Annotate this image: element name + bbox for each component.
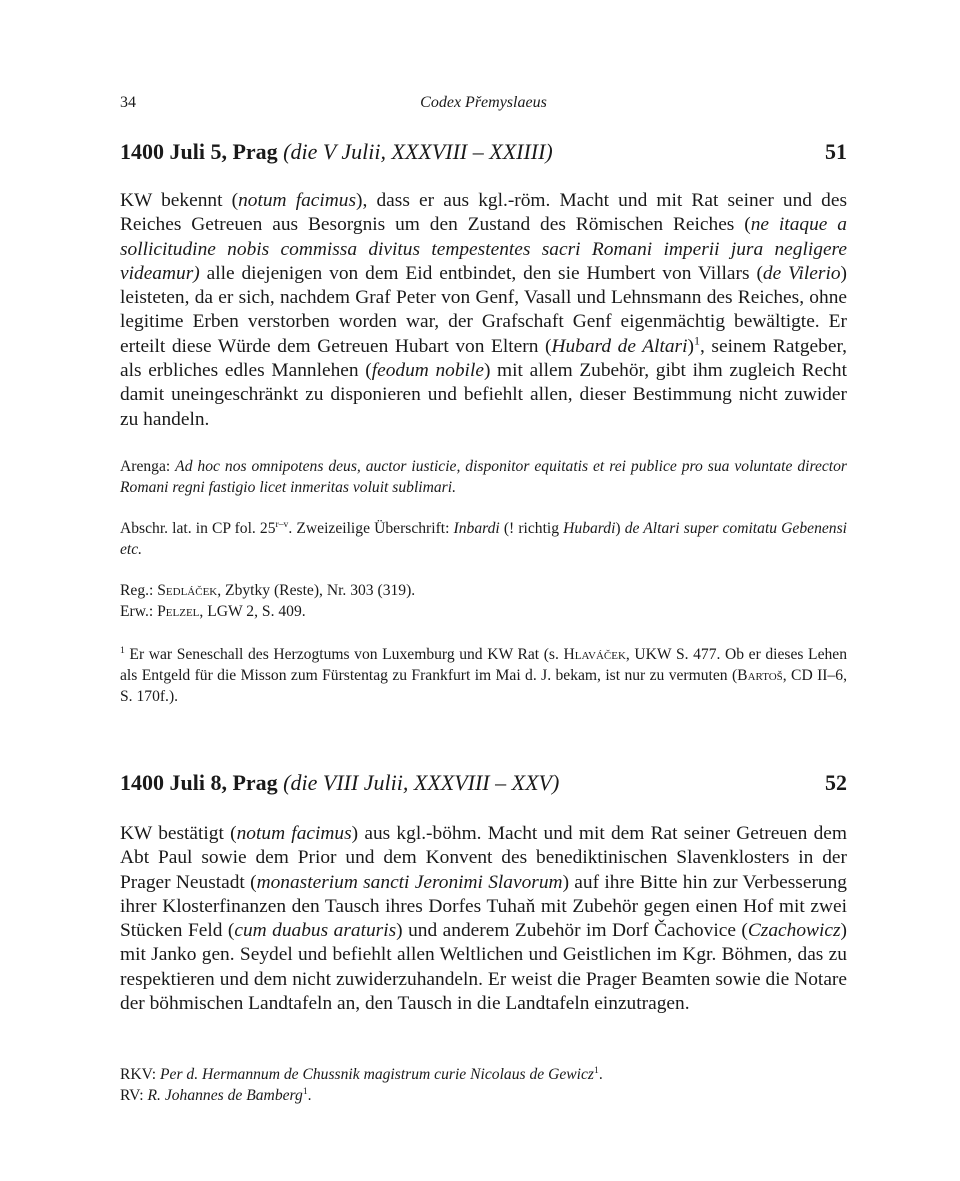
rkv-note-52: RKV: Per d. Hermannum de Chussnik magistrum curie Nicolaus de Gewicz$^1$. (120, 1064, 603, 1083)
entry-number: 51 (825, 139, 847, 164)
dating-formula: (die VIII Julii, XXXVIII – XXV) (283, 770, 560, 795)
entry-date-place: 1400 Juli 5, Prag (120, 139, 278, 164)
arenga-51: Arenga: Ad hoc nos omnipotens deus, auctor iusticie, disponitor equitatis et rei publice pro sua voluntate director Romani regni fastigio licet inmeritas voluit sublimari. (120, 458, 847, 496)
transcript-note-51: Abschr. lat. in CP fol. 25$^{r-v}$. Zweizeilige Überschrift: Inbardi (! richtig Hubardi) de Altari super comitatu Gebenensi etc. (120, 518, 847, 558)
entry-date-place: 1400 Juli 8, Prag (120, 770, 278, 795)
reg-reference-51: Reg.: Sedláček, Zbytky (Reste), Nr. 303 (319). (120, 582, 416, 599)
regest-51: KW bekennt (notum facimus), dass er aus kgl.-röm. Macht und mit Rat seiner und des Reiches Getreuen aus Besorgnis um den Zustand des Römischen Reiches (ne itaque a sollicitudine nobis commissa divitus tempestentes sacri Romani imperii jura negligere videamur) alle diejenigen von dem Eid entbindet, den sie Humbert von Villars (de Vilerio) leisteten, da er sich, nachdem Graf Peter von Genf, Vasall und Lehnsmann des Reiches, ohne legitime Erben verstorben worden war, der Grafschaft Genf eigenmächtig bewältigte. Er erteilt diese Würde dem Getreuen Hubart von Eltern (Hubard de Altari)$^1$, seinem Ratgeber, als erbliches edles Mannlehen (feodum nobile) mit allem Zubehör, gibt ihm zugleich Recht damit uneingeschränkt zu disponieren und befiehlt allen, dieser Bestimmung nicht zuwider zu handeln. (120, 190, 847, 430)
footnote-51: $^1$ Er war Seneschall des Herzogtums von Luxemburg und KW Rat (s. Hlaváček, UKW S. 477. Ob er dieses Lehen als Entgeld für die Misson zum Fürstentag zu Frankfurt im Mai d. J. bekam, ist nur zu vermuten (Bartoš, CD II–6, S. 170f.). (120, 644, 848, 705)
rv-note-52: RV: R. Johannes de Bamberg$^1$. (120, 1085, 312, 1104)
entry-number: 52 (825, 770, 847, 795)
footnote-marker: 1 (693, 333, 700, 348)
entry-heading-51 (120, 139, 847, 165)
page-number: 34 (120, 94, 136, 111)
dating-formula: (die V Julii, XXXVIII – XXIIII) (283, 139, 553, 164)
regest-52: KW bestätigt (notum facimus) aus kgl.-böhm. Macht und mit dem Rat seiner Getreuen dem Abt Paul sowie dem Prior und dem Konvent des benediktinischen Slavenklosters in der Prager Neustadt (monasterium sancti Jeronimi Slavorum) auf ihre Bitte hin zur Verbesserung ihrer Klosterfinanzen den Tausch ihres Dorfes Tuhaň mit Zubehör gegen einen Hof mit zwei Stücken Feld (cum duabus araturis) und anderem Zubehör im Dorf Čachovice (Czachowicz) mit Janko gen. Seydel und befiehlt allen Weltlichen und Geistlichen im Kgr. Böhmen, das zu respektieren und dem nicht zuwiderzuhandeln. Er weist die Prager Beamten sowie die Notare der böhmischen Landtafeln an, den Tausch in die Landtafeln einzutragen. (120, 823, 848, 1015)
running-title: Codex Přemyslaeus (420, 94, 547, 111)
running-head (120, 94, 847, 116)
entry-heading-52 (120, 770, 847, 796)
erw-reference-51: Erw.: Pelzel, LGW 2, S. 409. (120, 603, 306, 620)
